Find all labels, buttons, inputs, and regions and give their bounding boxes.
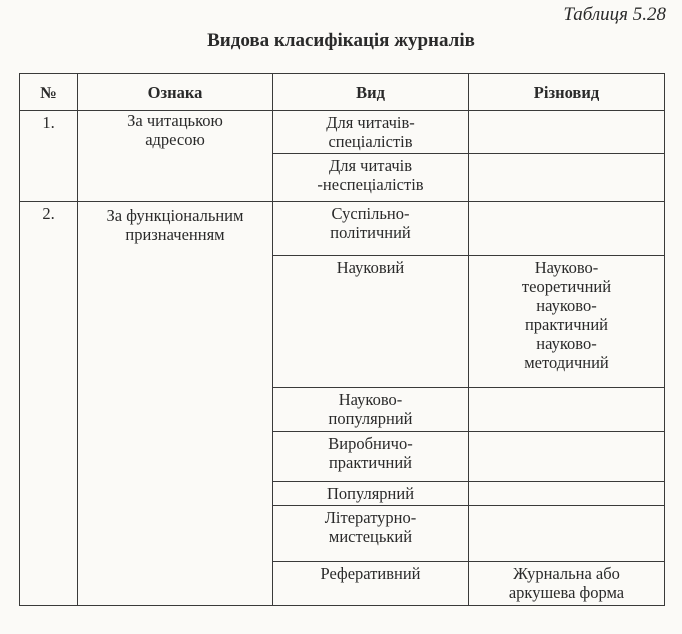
variety-cell — [469, 111, 665, 154]
table-row — [20, 202, 665, 256]
header-num: № — [20, 74, 78, 111]
table-row — [20, 111, 665, 154]
table-title: Видова класифікація журналів — [207, 30, 475, 51]
type-cell: Літературно-мистецький — [273, 506, 469, 562]
table-header-row — [20, 74, 665, 111]
variety-cell: Журнальна або аркушева форма — [469, 562, 665, 606]
type-cell: Науковий — [273, 256, 469, 388]
type-cell: Реферативний — [273, 562, 469, 606]
group-sign: За функціональним призначенням — [78, 202, 273, 606]
type-cell: Суспільно-політичний — [273, 202, 469, 256]
group-number: 1. — [20, 111, 78, 202]
header-sign: Ознака — [78, 74, 273, 111]
variety-cell — [469, 154, 665, 202]
type-cell: Популярний — [273, 482, 469, 506]
group-number: 2. — [20, 202, 78, 606]
group-sign: За читацькою адресою — [78, 111, 273, 202]
variety-cell — [469, 202, 665, 256]
variety-cell — [469, 388, 665, 432]
variety-cell — [469, 506, 665, 562]
type-cell: Для читачів-спеціалістів — [273, 111, 469, 154]
classification-table — [19, 73, 665, 606]
variety-cell — [469, 432, 665, 482]
table-caption: Таблиця 5.28 — [563, 4, 666, 25]
type-cell: Виробничо-практичний — [273, 432, 469, 482]
type-cell: Для читачів -неспеціалістів — [273, 154, 469, 202]
type-cell: Науково-популярний — [273, 388, 469, 432]
variety-cell: Науково-теоретичний науково-практичний науково-методичний — [469, 256, 665, 388]
header-variety: Різновид — [469, 74, 665, 111]
variety-cell — [469, 482, 665, 506]
header-type: Вид — [273, 74, 469, 111]
